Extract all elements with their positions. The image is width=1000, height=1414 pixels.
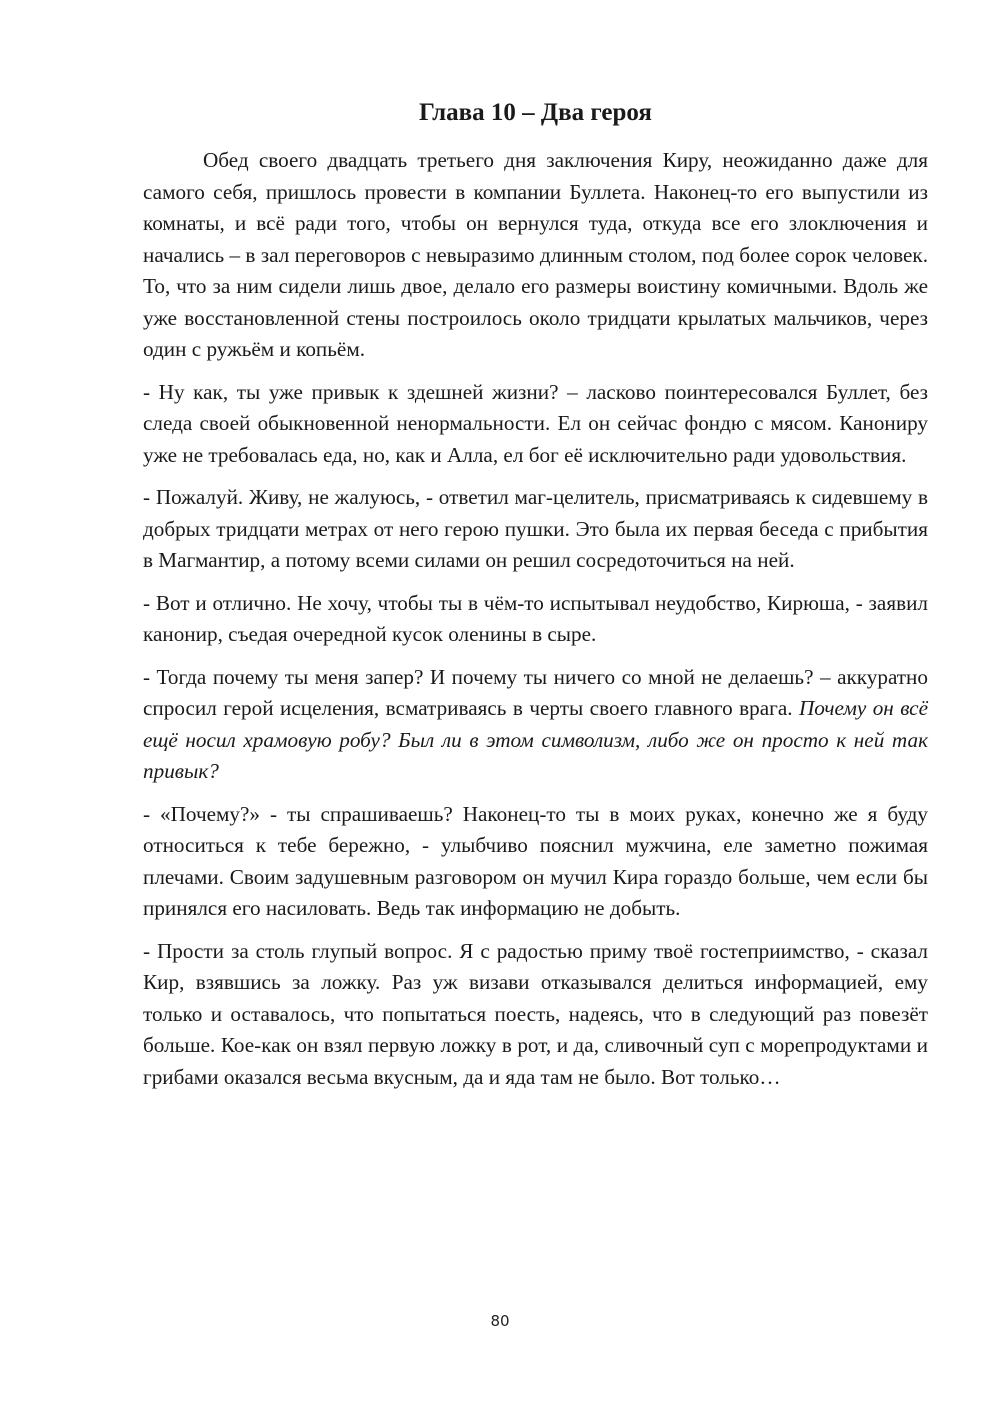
paragraph-7: - Прости за столь глупый вопрос. Я с радостью приму твоё гостеприимство, - сказал Кир, взявшись за ложку. Раз уж визави отказывался делиться информацией, ему только и оставалось, что попытаться поесть, надеясь, что в следующий раз повезёт больше. Кое-как он взял первую ложку в рот, и да, сливочный суп с морепродуктами и грибами оказался весьма вкусным, да и яда там не было. Вот только… bbox=[143, 938, 928, 1089]
paragraph-4: - Вот и отлично. Не хочу, чтобы ты в чём-то испытывал неудобство, Кирюша, - заявил канонир, съедая очередной кусок оленины в сыре. bbox=[143, 590, 928, 646]
paragraph-1: Обед своего двадцать третьего дня заключения Киру, неожиданно даже для самого себя, пришлось провести в компании Буллета. Наконец-то его выпустили из комнаты, и всё ради того, чтобы он вернулся туда, откуда все его злоключения и начались – в зал переговоров с невыразимо длинным столом, под более сорок человек. То, что за ним сидели лишь двое, делало его размеры воистину комичными. Вдоль же уже восстановленной стены построилось около тридцати крылатых мальчиков, через один с ружьём и копьём. bbox=[143, 148, 928, 361]
paragraph-5 bbox=[143, 662, 928, 788]
paragraph-3: - Пожалуй. Живу, не жалуюсь, - ответил маг-целитель, присматриваясь к сидевшему в добрых тридцати метрах от него герою пушки. Это была их первая беседа с прибытия в Магмантир, а потому всеми силами он решил сосредоточиться на ней. bbox=[143, 485, 928, 572]
paragraph-2: - Ну как, ты уже привык к здешней жизни? – ласково поинтересовался Буллет, без следа своей обыкновенной ненормальности. Ел он сейчас фондю с мясом. Канониру уже не требовалась еда, но, как и Алла, ел бог её исключительно ради удовольствия. bbox=[143, 379, 928, 467]
paragraph-5-italic-thought: Почему он всё ещё носил храмовую робу? Был ли в этом символизм, либо же он просто к ней так привык? bbox=[143, 696, 928, 783]
paragraph-5-text: - Тогда почему ты меня запер? И почему ты ничего со мной не делаешь? – аккуратно спросил герой исцеления, всматриваясь в черты своего главного врага. bbox=[143, 664, 928, 720]
page-number: 80 bbox=[490, 1312, 510, 1330]
paragraph-6: - «Почему?» - ты спрашиваешь? Наконец-то ты в моих руках, конечно же я буду относиться к тебе бережно, - улыбчиво пояснил мужчина, еле заметно пожимая плечами. Своим задушевным разговором он мучил Кира гораздо больше, чем если бы принялся его насиловать. Ведь так информацию не добыть. bbox=[143, 801, 928, 920]
chapter-body bbox=[143, 145, 928, 1104]
chapter-title: Глава 10 – Два героя bbox=[419, 99, 652, 126]
